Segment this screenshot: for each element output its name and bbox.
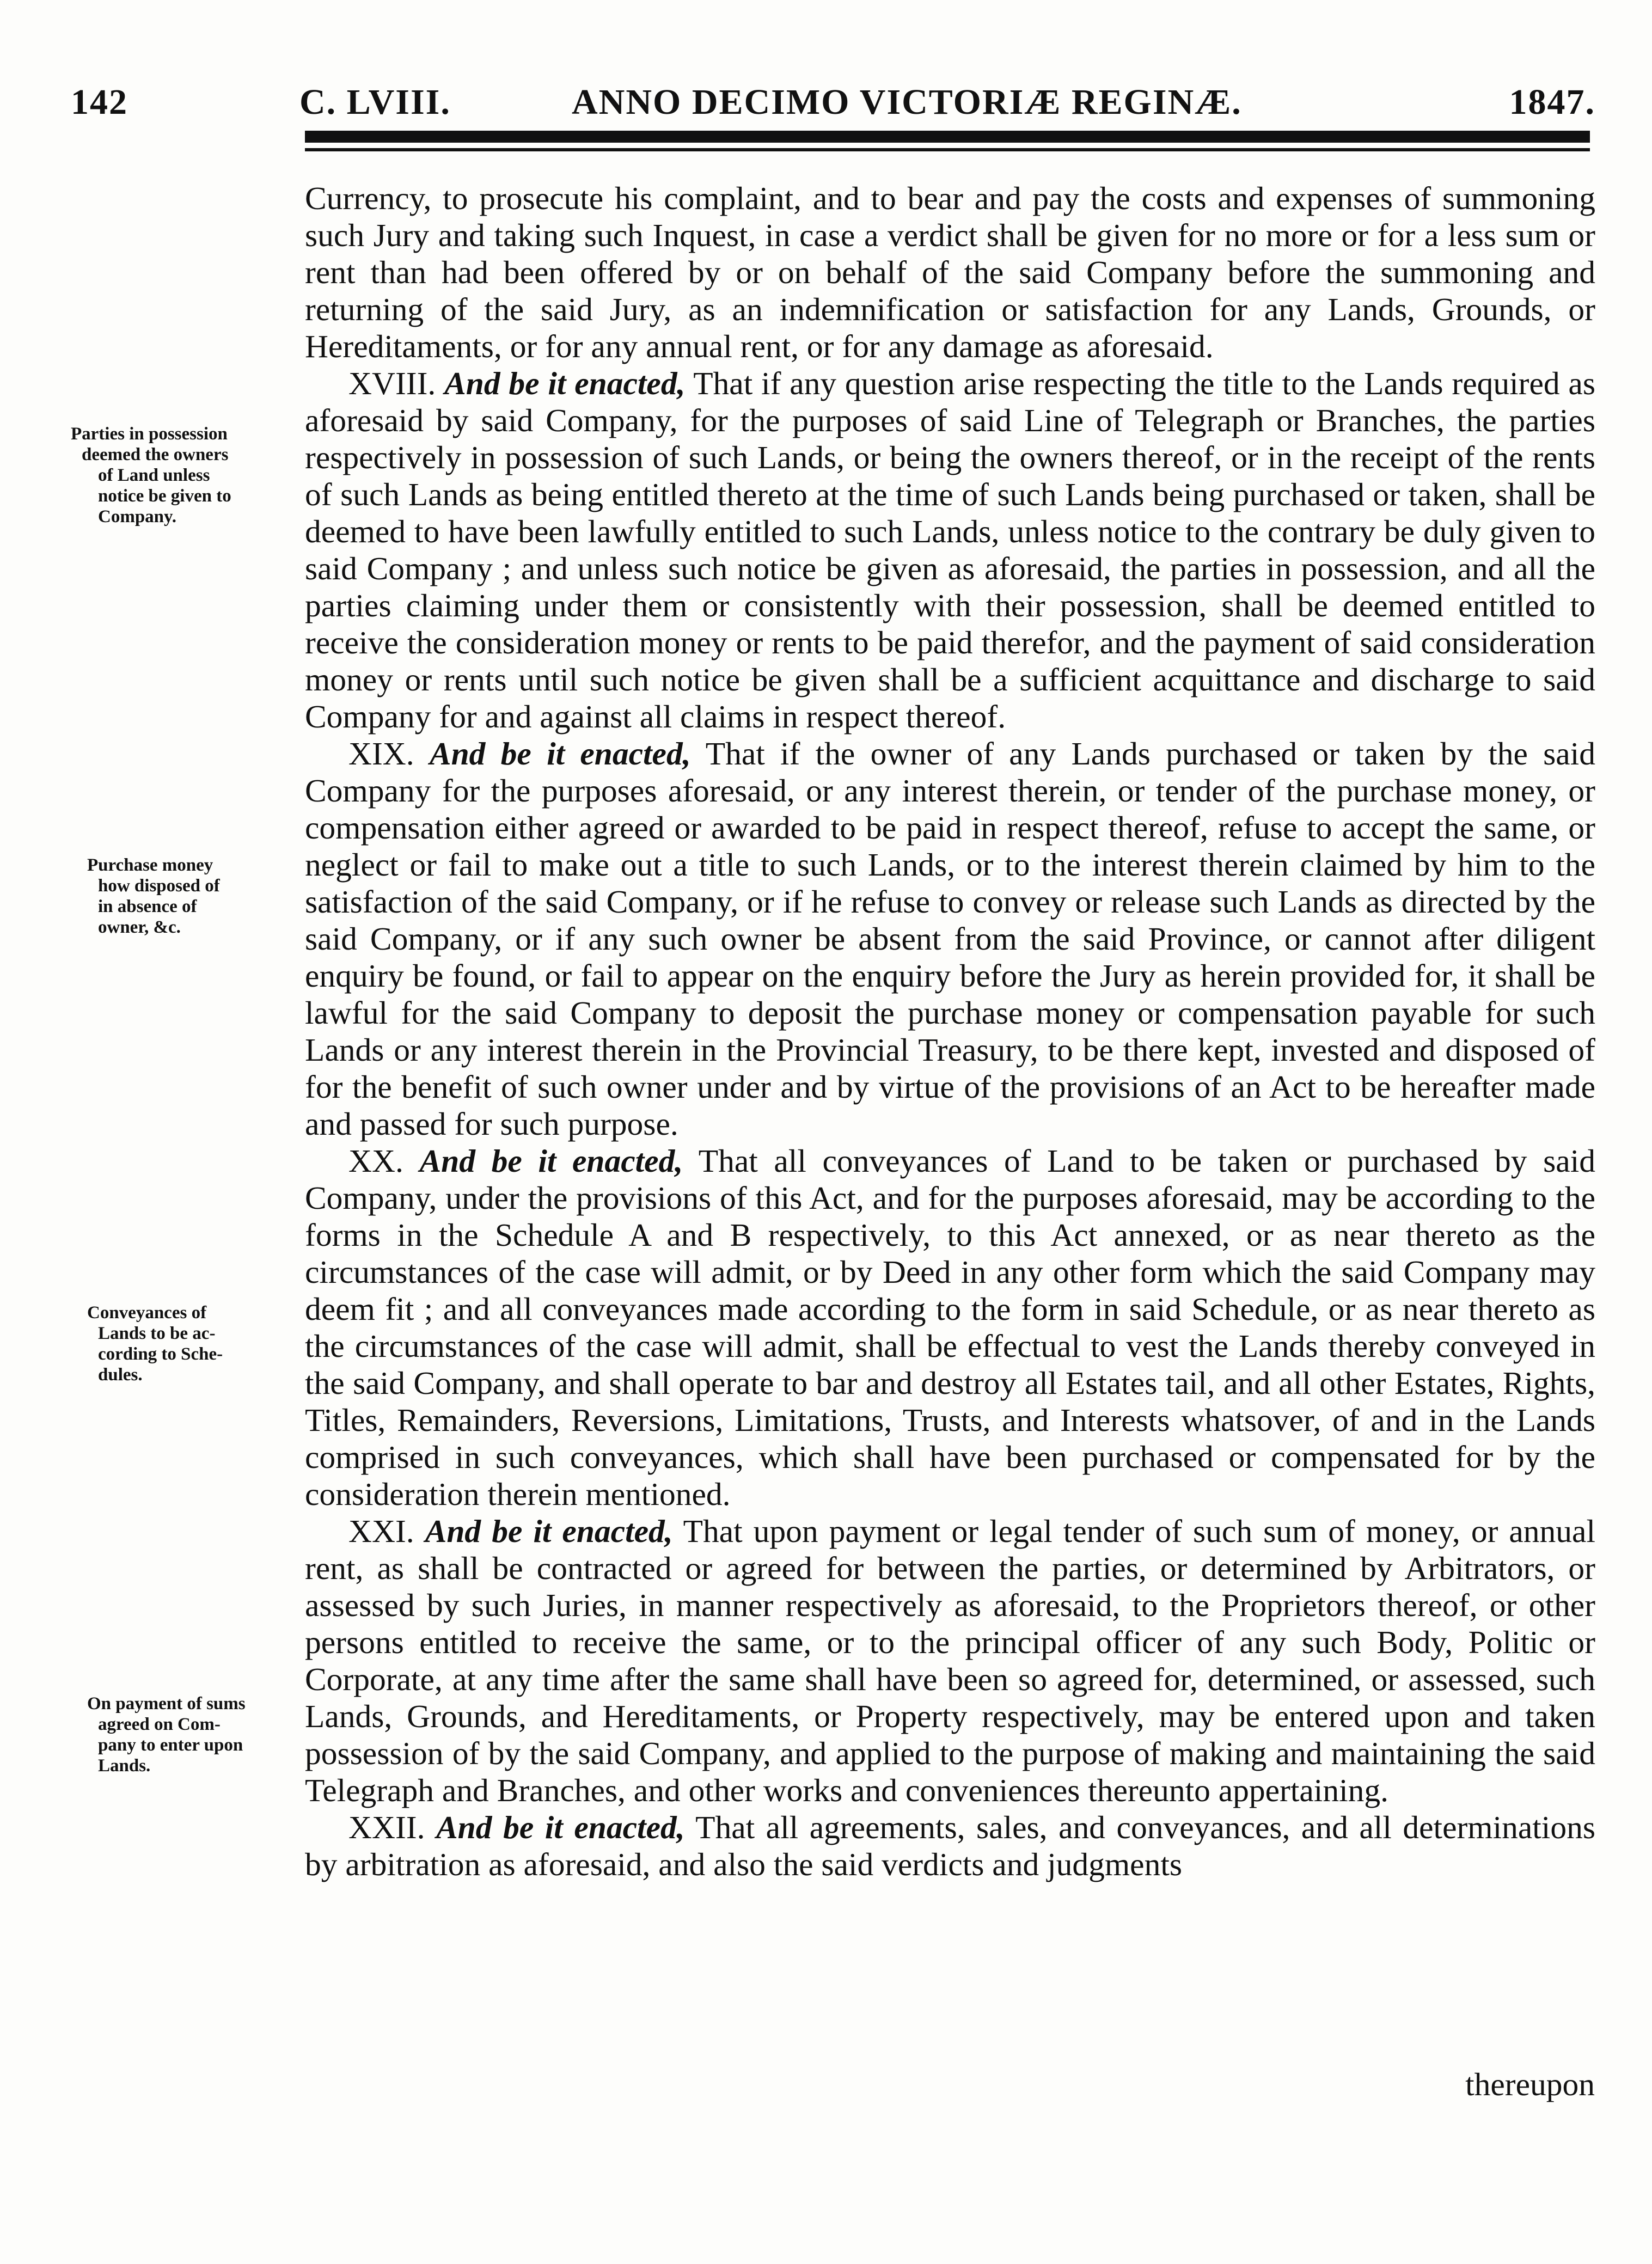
section-xxii <box>305 1809 1595 1883</box>
margin-note-line: of Land unless <box>98 466 210 485</box>
header-rule-thick <box>305 131 1590 143</box>
margin-note-line: agreed on Com- <box>98 1715 221 1734</box>
section-xix <box>305 735 1595 1142</box>
margin-note-line: Parties in possession <box>71 424 228 444</box>
margin-note-line: dules. <box>98 1365 143 1385</box>
section-text: That if any question arise respecting the title to the Lands required as aforesaid by said Company, for the purposes of said Line of Telegraph or Branches, the parties respectively in possession of such Lands, or being the owners thereof, or in the receipt of the rents of such Lands as being entitled thereto at the time of such Lands being purchased or taken, shall be deemed to have been lawfully entitled to such Lands, unless notice to the contrary be duly given to said Company ; and unless such notice be given as aforesaid, the parties in possession, and all the parties claiming under them or consistently with their possession, shall be deemed entitled to receive the consideration money or rents to be paid therefor, and the payment of said consideration money or rents until such notice be given shall be a sufficient acquittance and discharge to said Company for and against all claims in respect thereof. <box>305 365 1595 735</box>
section-text: That if the owner of any Lands purchased or taken by the said Company for the purposes aforesaid, or any interest therein, or tender of the purchase money, or compensation either agreed or awarded to be paid in respect thereof, refuse to accept the same, or neglect or fail to make out a title to such Lands, or to the interest therein claimed by him to the satisfaction of the said Company, or if he refuse to convey or release such Lands as directed by the said Company, or if any such owner be absent from the said Province, or cannot after diligent enquiry be found, or fail to appear on the enquiry before the Jury as herein provided for, it shall be lawful for the said Company to deposit the purchase money or compensation payable for such Lands or any interest therein in the Provincial Treasury, to be there kept, invested and disposed of for the benefit of such owner under and by virtue of the provisions of an Act to be hereafter made and passed for such purpose. <box>305 736 1595 1142</box>
margin-note-line: Company. <box>98 507 176 527</box>
margin-note-line: deemed the owners <box>82 445 229 464</box>
margin-note-line: owner, &c. <box>98 917 181 937</box>
section-xviii <box>305 365 1595 735</box>
page-header <box>71 82 1595 131</box>
section-number: XXI. <box>348 1513 414 1549</box>
page-number: 142 <box>71 82 128 122</box>
margin-note-line: Lands to be ac- <box>98 1324 216 1343</box>
margin-note-line: Purchase money <box>87 855 213 875</box>
margin-note-line: notice be given to <box>98 486 231 506</box>
section-xx <box>305 1142 1595 1513</box>
margin-note-purchase-money <box>71 855 299 938</box>
enacting-clause: And be it enacted, <box>444 365 686 401</box>
catchword: thereupon <box>1465 2066 1595 2102</box>
year: 1847. <box>1509 82 1595 122</box>
margin-note-line: in absence of <box>98 897 197 916</box>
margin-note-line: cording to Sche- <box>98 1344 223 1364</box>
body-text <box>305 180 1595 1883</box>
section-number: XVIII. <box>348 365 436 401</box>
enacting-clause: And be it enacted, <box>425 1513 673 1549</box>
margin-note-parties-in-possession <box>71 424 299 527</box>
section-text: That all agreements, sales, and conveyances, and all determinations by arbitration as aforesaid, and also the said verdicts and judgments <box>305 1809 1595 1882</box>
enacting-clause: And be it enacted, <box>429 736 691 772</box>
section-number: XIX. <box>348 736 414 772</box>
margin-note-payment-of-sums <box>71 1693 299 1776</box>
section-number: XXII. <box>348 1809 425 1845</box>
margin-note-line: pany to enter upon <box>98 1735 243 1755</box>
enacting-clause: And be it enacted, <box>436 1809 685 1845</box>
section-number: XX. <box>348 1143 403 1179</box>
margin-note-line: Conveyances of <box>87 1303 207 1323</box>
margin-note-line: Lands. <box>98 1756 151 1776</box>
margin-note-line: how disposed of <box>98 876 220 896</box>
section-text: That upon payment or legal tender of such sum of money, or annual rent, as shall be contracted or agreed for between the parties, or determined by Arbitrators, or assessed by such Juries, in manner respectively as aforesaid, to the Proprietors thereof, or other persons entitled to receive the same, or to the principal officer of any such Body, Politic or Corporate, at any time after the same shall have been so agreed for, determined, or assessed, such Lands, Grounds, and Hereditaments, or Property respectively, may be entered upon and taken possession of by the said Company, and applied to the purpose of making and maintaining the said Telegraph and Branches, and other works and conveniences thereunto appertaining. <box>305 1513 1595 1808</box>
header-rule-thin <box>305 148 1590 151</box>
enacting-clause: And be it enacted, <box>419 1143 683 1179</box>
running-title: ANNO DECIMO VICTORIÆ REGINÆ. <box>572 82 1242 122</box>
section-text: That all conveyances of Land to be taken or purchased by said Company, under the provisions of this Act, and for the purposes aforesaid, may be according to the forms in the Schedule A and B respectively, to this Act annexed, or as near thereto as the circumstances of the case will admit, or by Deed in any other form which the said Company may deem fit ; and all conveyances made according to the form in said Schedule, or as near thereto as the circumstances of the case will admit, shall be effectual to vest the Lands thereby conveyed in the said Company, and shall operate to bar and destroy all Estates tail, and all other Estates, Rights, Titles, Remainders, Reversions, Limitations, Trusts, and Interests whatsover, of and in the Lands comprised in such conveyances, which shall have been purchased or compensated for by the consideration therein mentioned. <box>305 1143 1596 1512</box>
opening-paragraph: Currency, to prosecute his complaint, and to bear and pay the costs and expenses of summoning such Jury and taking such Inquest, in case a verdict shall be given for no more or for a less sum or rent than had been offered by or on behalf of the said Company before the summoning and returning of the said Jury, as an indemnification or satisfaction for any Lands, Grounds, or Hereditaments, or for any annual rent, or for any damage as aforesaid. <box>305 180 1595 364</box>
chapter-number: C. LVIII. <box>299 82 451 122</box>
margin-note-line: On payment of sums <box>87 1694 246 1714</box>
section-xxi <box>305 1513 1595 1809</box>
margin-note-conveyances <box>71 1302 299 1385</box>
